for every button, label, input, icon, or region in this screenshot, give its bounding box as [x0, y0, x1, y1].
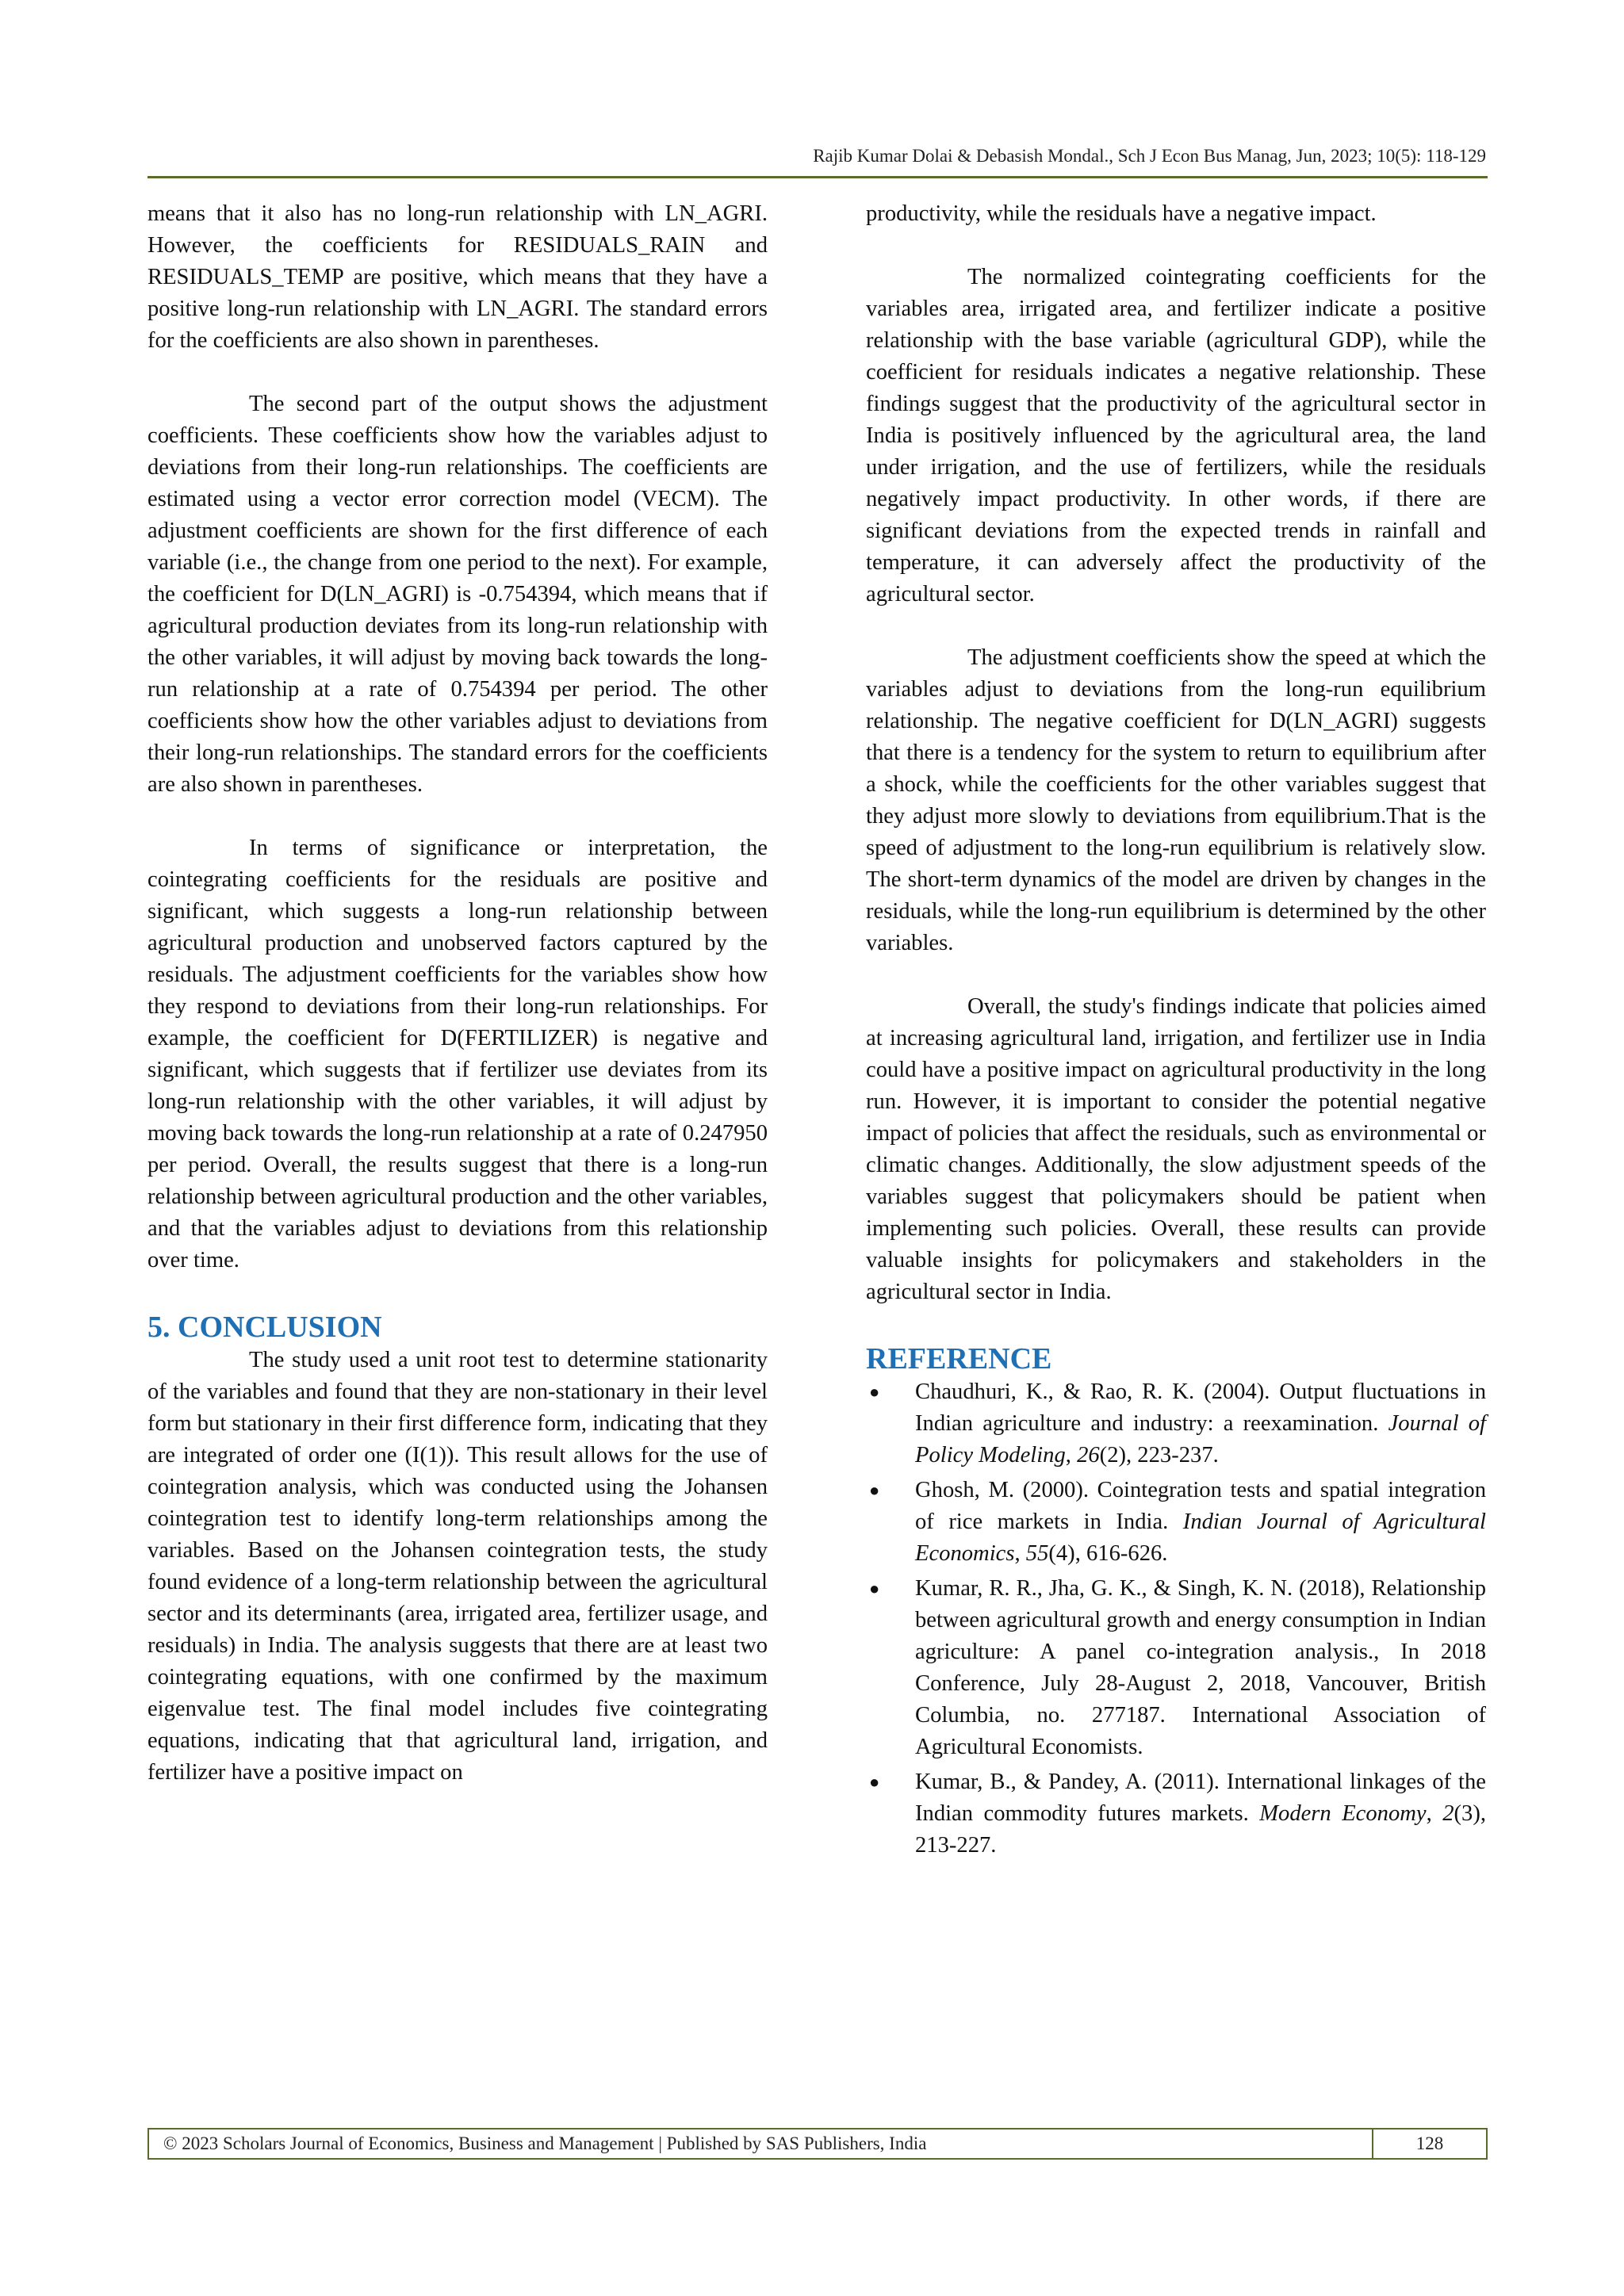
- left-column: [147, 198, 768, 1789]
- paragraph: The adjustment coefficients show the speed at which the variables adjust to deviations from the long-run equilibrium relationship. The negative coefficient for D(LN_AGRI) suggests that there is a tendency for the system to return to equilibrium after a shock, while the coefficients for the other variables suggest that they adjust more slowly to deviations from equilibrium.That is the speed of adjustment to the long-run equilibrium is relatively slow. The short-term dynamics of the model are driven by changes in the residuals, while the long-run equilibrium is determined by the other variables.: [866, 645, 1486, 955]
- reference-heading: REFERENCE: [866, 1342, 1052, 1376]
- copyright-notice: © 2023 Scholars Journal of Economics, Business and Management | Published by SAS Publishers, India: [149, 2130, 1373, 2158]
- bullet-icon: ●: [869, 1578, 880, 1598]
- paragraph: The normalized cointegrating coefficients for the variables area, irrigated area, and fertilizer indicate a positive relationship with the base variable (agricultural GDP), while the coefficient for residuals indicates a negative relationship. These findings suggest that the productivity of the agricultural sector in India is positively influenced by the agricultural area, the land under irrigation, and the use of fertilizers, while the residuals negatively impact productivity. In other words, if there are significant deviations from the expected trends in rainfall and temperature, it can adversely affect the productivity of the agricultural sector.: [866, 265, 1486, 607]
- paragraph: Overall, the study's findings indicate that policies aimed at increasing agricultural land, irrigation, and fertilizer use in India could have a positive impact on agricultural productivity in the long run. However, it is important to consider the potential negative impact of policies that affect the residuals, such as environmental or climatic changes. Additionally, the slow adjustment speeds of the variables suggest that policymakers should be patient when implementing such policies. Overall, these results can provide valuable insights for policymakers and stakeholders in the agricultural sector in India.: [866, 994, 1486, 1304]
- paragraph: productivity, while the residuals have a negative impact.: [866, 201, 1377, 226]
- right-column: [866, 198, 1486, 1865]
- paragraph: In terms of significance or interpretation, the cointegrating coefficients for the residuals are positive and significant, which suggests a long-run relationship between agricultural production and unobserved factors captured by the residuals. The adjustment coefficients for the variables show how they respond to deviations from their long-run relationships. For example, the coefficient for D(FERTILIZER) is negative and significant, which suggests that if fertilizer use deviates from its long-run relationship with the other variables, it will adjust by moving back towards the long-run relationship at a rate of 0.247950 per period. Overall, the results suggest that there is a long-run relationship between agricultural production and the other variables, and that the variables adjust to deviations from this relationship over time.: [147, 836, 768, 1272]
- conclusion-heading: 5. CONCLUSION: [147, 1311, 382, 1344]
- header-rule: [147, 176, 1488, 178]
- reference-item: ● Chaudhuri, K., & Rao, R. K. (2004). Output fluctuations in Indian agriculture and industry: a reexamination. Journal of Policy Modeling, 26(2), 223-237.: [866, 1376, 1486, 1471]
- paragraph: means that it also has no long-run relationship with LN_AGRI. However, the coefficients for RESIDUALS_RAIN and RESIDUALS_TEMP are positive, which means that they have a positive long-run relationship with LN_AGRI. The standard errors for the coefficients are also shown in parentheses.: [147, 201, 768, 353]
- bullet-icon: ●: [869, 1772, 880, 1792]
- paragraph: The study used a unit root test to determine stationarity of the variables and found that they are non-stationary in their level form but stationary in their first difference form, indicating that they are integrated of order one (I(1)). This result allows for the use of cointegration analysis, which was conducted using the Johansen cointegration test to identify long-term relationships among the variables. Based on the Johansen cointegration tests, the study found evidence of a long-term relationship between the agricultural sector and its determinants (area, irrigated area, fertilizer usage, and residuals) in India. The analysis suggests that there are at least two cointegrating equations, with one confirmed by the maximum eigenvalue test. The final model includes five cointegrating equations, indicating that that agricultural land, irrigation, and fertilizer have a positive impact on: [147, 1348, 768, 1785]
- reference-item: ● Kumar, B., & Pandey, A. (2011). International linkages of the Indian commodity futures markets. Modern Economy, 2(3), 213-227.: [866, 1766, 1486, 1862]
- page-number: 128: [1415, 2133, 1444, 2153]
- reference-item: ● Kumar, R. R., Jha, G. K., & Singh, K. N. (2018), Relationship between agricultural growth and energy consumption in Indian agriculture: A panel co-integration analysis., In 2018 Conference, July 28-August 2, 2018, Vancouver, British Columbia, no. 277187. International Association of Agricultural Economists.: [866, 1573, 1486, 1763]
- footer-bar: [147, 2128, 1488, 2160]
- volume: 2: [1442, 1801, 1454, 1826]
- paragraph: The second part of the output shows the adjustment coefficients. These coefficients show how the variables adjust to deviations from their long-run relationships. The coefficients are estimated using a vector error correction model (VECM). The adjustment coefficients are shown for the first difference of each variable (i.e., the change from one period to the next). For example, the coefficient for D(LN_AGRI) is -0.754394, which means that if agricultural production deviates from its long-run relationship with the other variables, it will adjust by moving back towards the long-run relationship at a rate of 0.754394 per period. The other coefficients show how the other variables adjust to deviations from their long-run relationships. The standard errors for the coefficients are also shown in parentheses.: [147, 392, 768, 797]
- journal-title: Modern Economy: [1259, 1801, 1427, 1826]
- running-header: Rajib Kumar Dolai & Debasish Mondal., Sch J Econ Bus Manag, Jun, 2023; 10(5): 118-129: [813, 146, 1486, 166]
- bullet-icon: ●: [869, 1480, 880, 1500]
- volume: 26: [1077, 1443, 1100, 1468]
- reference-item: ● Ghosh, M. (2000). Cointegration tests and spatial integration of rice markets in India. Indian Journal of Agricultural Economics, 55(4), 616-626.: [866, 1475, 1486, 1570]
- reference-list: [866, 1376, 1486, 1862]
- bullet-icon: ●: [869, 1382, 880, 1402]
- journal-title: Indian Journal of Agricultural Economics: [915, 1510, 1486, 1566]
- volume: 55: [1025, 1541, 1049, 1566]
- journal-title: Journal of Policy Modeling: [915, 1411, 1486, 1468]
